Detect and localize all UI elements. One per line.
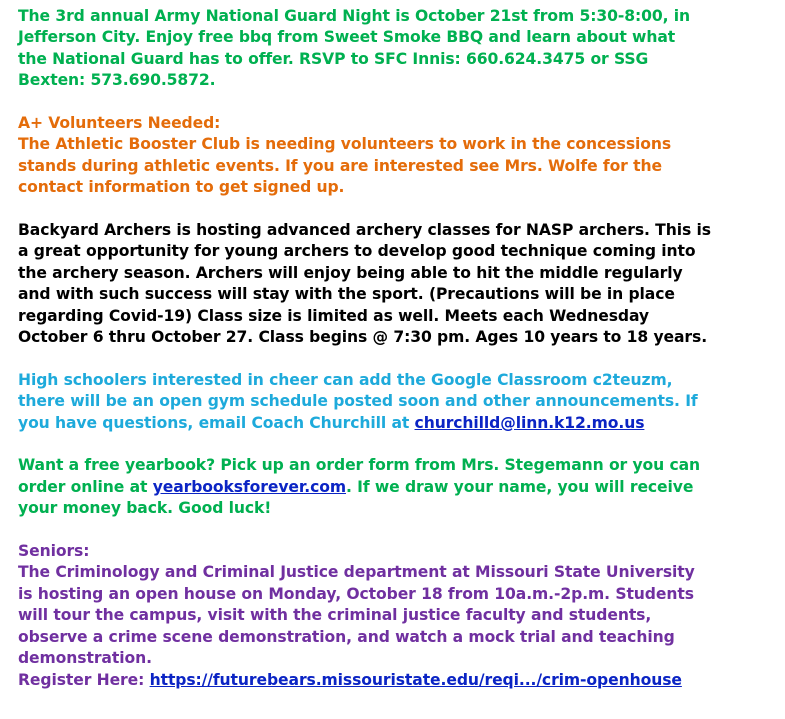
seniors-line: will tour the campus, visit with the criminal justice faculty and students,: [18, 606, 652, 625]
archers-line: regarding Covid-19) Class size is limited as well. Meets each Wednesday: [18, 306, 649, 325]
yearbook-announcement: [18, 455, 768, 519]
national-guard-line: the National Guard has to offer. RSVP to SFC Innis: 660.624.3475 or SSG: [18, 49, 649, 68]
cheer-line: High schoolers interested in cheer can add the Google Classroom c2teuzm,: [18, 370, 673, 389]
yearbook-line: [18, 477, 768, 498]
national-guard-line: The 3rd annual Army National Guard Night is October 21st from 5:30-8:00, in: [18, 7, 690, 25]
seniors-line: demonstration.: [18, 649, 152, 668]
cheer-line-text: you have questions, email Coach Churchill at: [18, 413, 415, 432]
archers-announcement: [18, 220, 768, 348]
yearbook-line: Want a free yearbook? Pick up an order form from Mrs. Stegemann or you can: [18, 456, 701, 475]
volunteers-announcement: [18, 113, 768, 199]
yearbook-line-text: order online at: [18, 477, 153, 496]
archers-line: Backyard Archers is hosting advanced archery classes for NASP archers. This is: [18, 221, 711, 240]
national-guard-announcement: [18, 6, 768, 92]
seniors-announcement: [18, 541, 768, 691]
seniors-line: The Criminology and Criminal Justice department at Missouri State University: [18, 563, 695, 582]
register-link[interactable]: https://futurebears.missouristate.edu/reqi.../crim-openhouse: [149, 670, 682, 689]
national-guard-line: Jefferson City. Enjoy free bbq from Sweet Smoke BBQ and learn about what: [18, 28, 676, 47]
seniors-line: observe a crime scene demonstration, and watch a mock trial and teaching: [18, 627, 675, 646]
archers-line: and with such success will stay with the sport. (Precautions will be in place: [18, 285, 675, 304]
yearbook-line-text: . If we draw your name, you will receive: [345, 477, 694, 496]
archers-line: the archery season. Archers will enjoy being able to hit the middle regularly: [18, 263, 683, 282]
register-label: Register Here:: [18, 670, 150, 689]
seniors-line: is hosting an open house on Monday, October 18 from 10a.m.-2p.m. Students: [18, 584, 694, 603]
seniors-heading: Seniors:: [18, 542, 90, 561]
volunteers-line: stands during athletic events. If you are interested see Mrs. Wolfe for the: [18, 156, 662, 175]
volunteers-heading: A+ Volunteers Needed:: [18, 114, 221, 133]
yearbook-line: your money back. Good luck!: [18, 499, 272, 518]
announcements-document: [18, 6, 768, 691]
national-guard-line: Bexten: 573.690.5872.: [18, 71, 216, 90]
seniors-register-line: [18, 670, 768, 691]
cheer-announcement: [18, 370, 768, 434]
archers-line: a great opportunity for young archers to develop good technique coming into: [18, 242, 696, 261]
yearbook-link[interactable]: yearbooksforever.com: [152, 477, 346, 496]
archers-line: October 6 thru October 27. Class begins @ 7:30 pm. Ages 10 years to 18 years.: [18, 328, 708, 347]
volunteers-line: The Athletic Booster Club is needing volunteers to work in the concessions: [18, 135, 672, 154]
cheer-line: [18, 413, 768, 434]
cheer-email-link[interactable]: churchilld@linn.k12.mo.us: [414, 413, 645, 432]
volunteers-line: contact information to get signed up.: [18, 178, 345, 197]
cheer-line: there will be an open gym schedule posted soon and other announcements. If: [18, 392, 698, 411]
